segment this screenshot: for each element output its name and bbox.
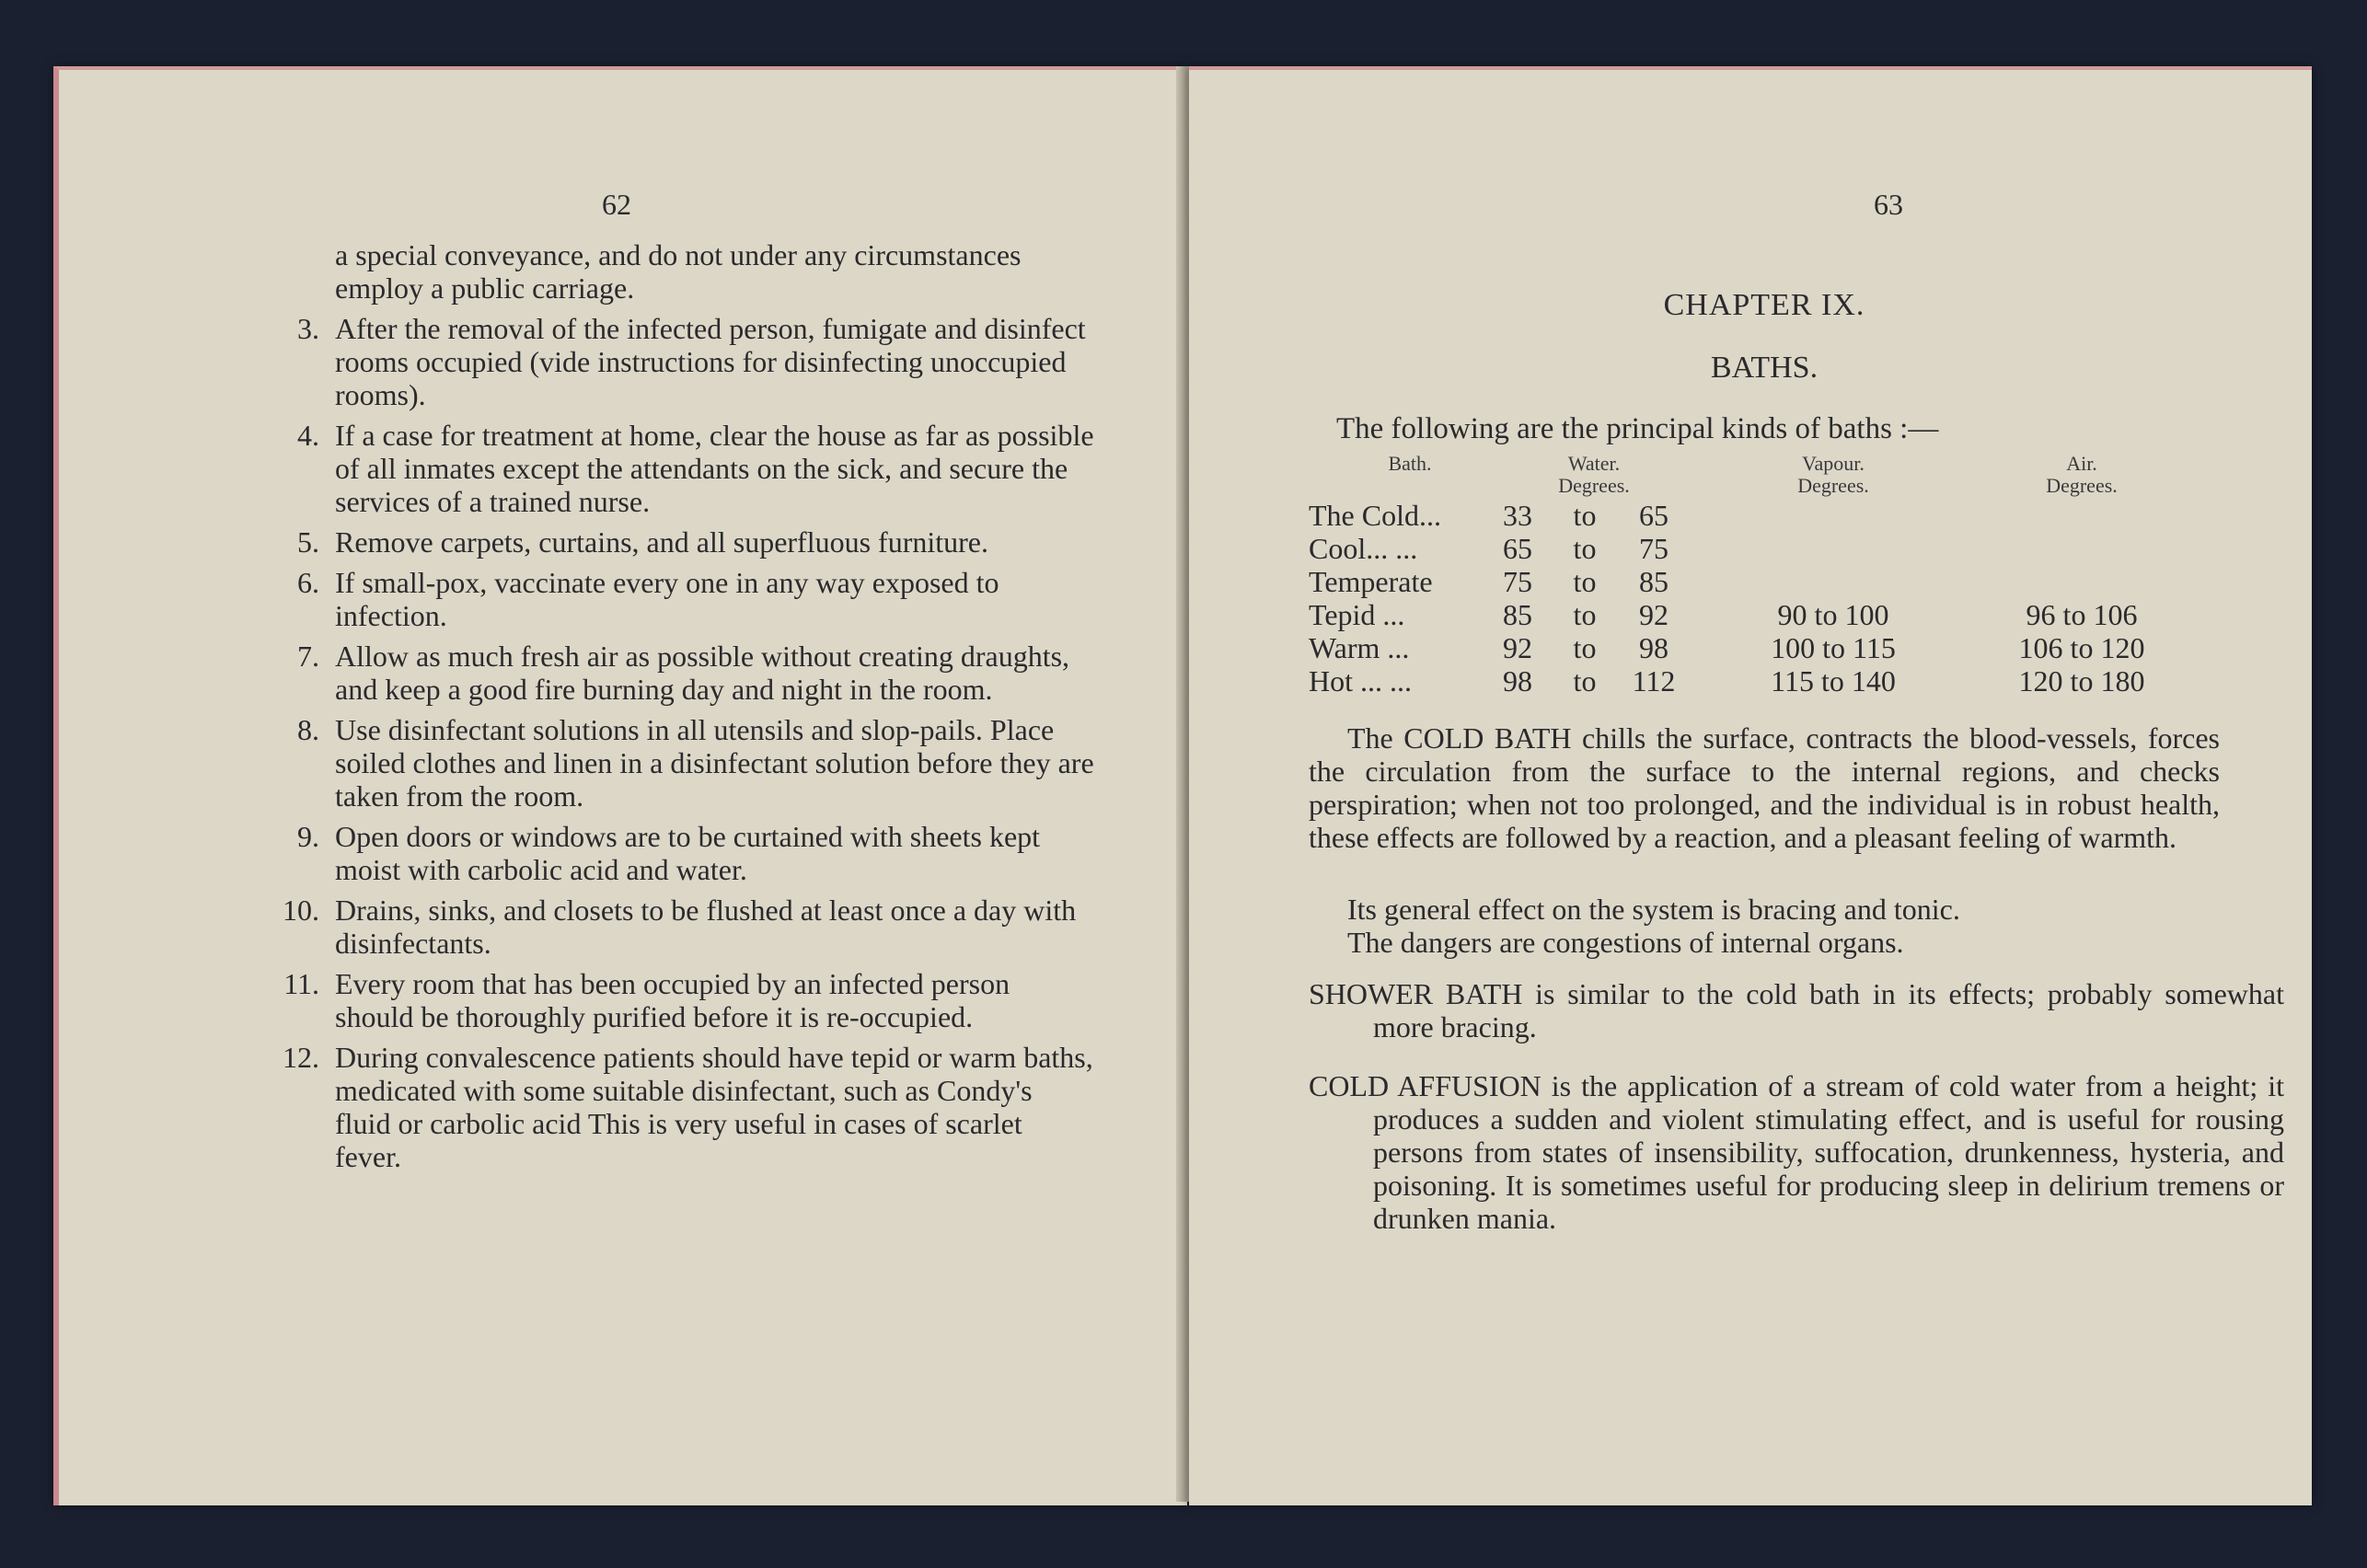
bath-name: Tepid ... (1309, 598, 1405, 631)
item-text: Remove carpets, curtains, and all superfluous furniture. (335, 525, 988, 559)
table-row (1309, 664, 2220, 698)
list-item (238, 820, 1094, 886)
header-water-sub: Degrees. (1558, 474, 1630, 497)
header-bath: Bath. (1388, 452, 1432, 475)
water-to: 65 (1639, 499, 1668, 532)
water-to: 98 (1639, 631, 1668, 664)
item-number: 7. (297, 640, 319, 673)
water-to: 92 (1639, 598, 1668, 631)
chapter-heading: CHAPTER IX. (1663, 288, 1865, 322)
item-number: 4. (297, 419, 319, 452)
list-item (238, 967, 1094, 1033)
water-from: 75 (1503, 565, 1532, 598)
header-air (1971, 453, 2192, 497)
page-number: 63 (1874, 188, 1903, 221)
item-text: Drains, sinks, and closets to be flushed at least once a day with disinfectants. (335, 894, 1077, 960)
list-item (238, 1041, 1094, 1173)
item-number: 10. (283, 894, 319, 927)
item-text: Use disinfectant solutions in all utensils and slop-pails. Place soiled clothes and linen in a disinfectant solution before they are taken from the room. (335, 713, 1094, 813)
water-to-word: to (1573, 499, 1597, 532)
list-item (238, 312, 1094, 411)
item-text: After the removal of the infected person, fumigate and disinfect rooms occupied (vide instructions for disinfecting unoccupied rooms). (335, 312, 1086, 411)
list-item (238, 566, 1094, 632)
item-text: Open doors or windows are to be curtained with sheets kept moist with carbolic acid and water. (335, 820, 1041, 886)
header-water-label: Water. (1567, 452, 1621, 475)
item-text: During convalescence patients should have tepid or warm baths, medicated with some suitable disinfectant, such as Condy's fluid or carbolic acid This is very useful in cases of scarlet fever. (335, 1041, 1093, 1173)
cold-bath-dangers: The dangers are congestions of internal organs. (1347, 926, 1904, 959)
table-row (1309, 532, 2220, 565)
left-page (53, 66, 1187, 1505)
item-text: If small-pox, vaccinate every one in any way exposed to infection. (335, 566, 999, 632)
water-to-word: to (1573, 532, 1597, 565)
water-to-word: to (1573, 631, 1597, 664)
list-item (238, 419, 1094, 518)
cold-bath-paragraph: The COLD BATH chills the surface, contracts the blood-vessels, forces the circulation from the surface to the internal regions, and checks perspiration; when not too prolonged, and the individual is in robust health, these effects are followed by a reaction, and a pleasant feeling of warmth. (1309, 721, 2220, 854)
vapour-range: 115 to 140 (1771, 664, 1896, 698)
water-from: 85 (1503, 598, 1532, 631)
table-intro: The following are the principal kinds of baths :— (1336, 412, 1939, 445)
header-air-label: Air. (2066, 452, 2097, 475)
water-to-word: to (1573, 565, 1597, 598)
item-text: If a case for treatment at home, clear the house as far as possible of all inmates except the attendants on the sick, and secure the services of a trained nurse. (335, 419, 1094, 518)
water-to: 85 (1639, 565, 1668, 598)
instructions-list (238, 238, 1094, 1181)
water-from: 98 (1503, 664, 1532, 698)
header-vapour-sub: Degrees. (1797, 474, 1869, 497)
header-vapour-label: Vapour. (1802, 452, 1865, 475)
item-text: Every room that has been occupied by an infected person should be thoroughly purified before it is re-occupied. (335, 967, 1010, 1033)
table-row (1309, 598, 2220, 631)
bath-name: The Cold... (1309, 499, 1441, 532)
air-range: 120 to 180 (2018, 664, 2145, 698)
item-number: 8. (297, 713, 319, 746)
table-row (1309, 499, 2220, 532)
list-item: a special conveyance, and do not under any circumstances employ a public carriage. (335, 238, 1022, 305)
table-row (1309, 631, 2220, 664)
chapter-title: BATHS. (1710, 351, 1819, 385)
water-to: 75 (1639, 532, 1668, 565)
water-from: 65 (1503, 532, 1532, 565)
cold-bath-effect: Its general effect on the system is bracing and tonic. (1347, 893, 1960, 926)
right-page (1189, 66, 2312, 1505)
shower-bath-paragraph: SHOWER BATH is similar to the cold bath in its effects; probably somewhat more bracing. (1309, 977, 2284, 1043)
list-item (238, 640, 1094, 706)
header-air-sub: Degrees. (2046, 474, 2118, 497)
water-from: 92 (1503, 631, 1532, 664)
air-range: 106 to 120 (2018, 631, 2145, 664)
item-text: Allow as much fresh air as possible without creating draughts, and keep a good fire burning day and night in the room. (335, 640, 1070, 706)
item-number: 6. (297, 566, 319, 599)
bath-name: Cool... ... (1309, 532, 1418, 565)
bath-name: Temperate (1309, 565, 1433, 598)
water-to-word: to (1573, 598, 1597, 631)
vapour-range: 90 to 100 (1777, 598, 1889, 631)
table-row (1309, 565, 2220, 598)
bath-name: Hot ... ... (1309, 664, 1412, 698)
water-from: 33 (1503, 499, 1532, 532)
vapour-range: 100 to 115 (1771, 631, 1896, 664)
list-item (238, 713, 1094, 813)
header-water (1502, 453, 1686, 497)
item-number: 9. (297, 820, 319, 853)
cold-affusion-paragraph: COLD AFFUSION is the application of a stream of cold water from a height; it produces a sudden and violent stimulating effect, and is useful for rousing persons from states of insensibility, suffocation, drunkenness, hysteria, and poisoning. It is sometimes useful for producing sleep in delirium tremens or drunken mania. (1309, 1069, 2284, 1235)
water-to: 112 (1632, 664, 1676, 698)
header-vapour (1714, 453, 1953, 497)
air-range: 96 to 106 (2026, 598, 2138, 631)
item-number: 5. (297, 525, 319, 559)
bath-name: Warm ... (1309, 631, 1410, 664)
item-number: 12. (283, 1041, 319, 1074)
list-item (238, 525, 1094, 559)
page-number: 62 (602, 188, 631, 221)
item-number: 11. (283, 967, 319, 1000)
list-item (238, 894, 1094, 960)
item-number: 3. (297, 312, 319, 345)
water-to-word: to (1573, 664, 1597, 698)
